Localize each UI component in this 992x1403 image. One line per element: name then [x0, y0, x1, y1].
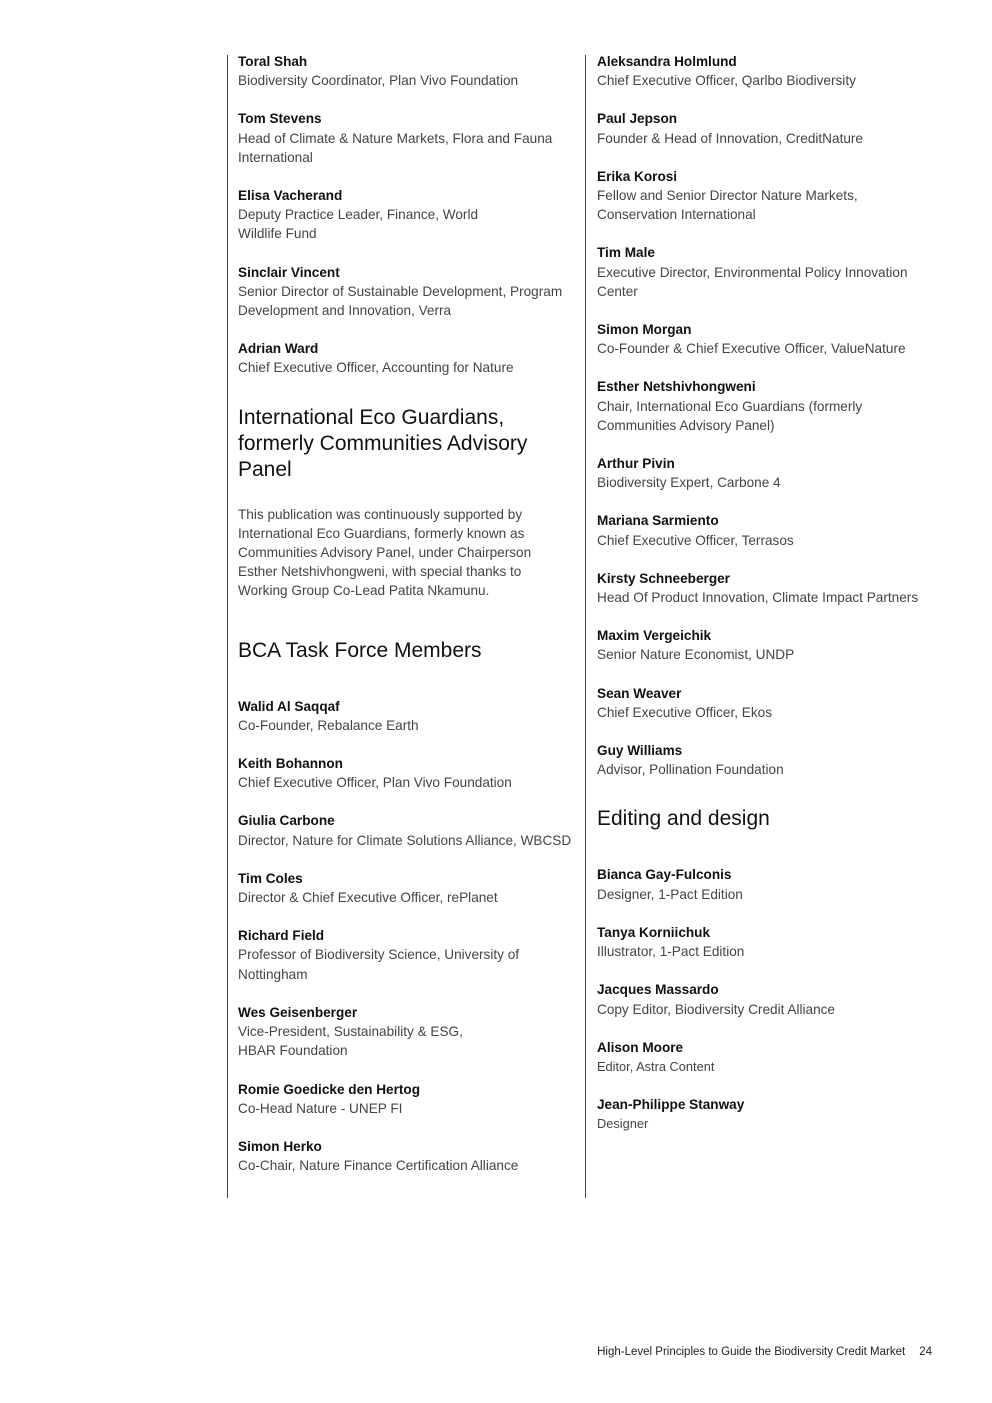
person-entry — [597, 167, 937, 225]
person-entry — [597, 865, 937, 903]
person-role: Founder & Head of Innovation, CreditNature — [597, 130, 863, 146]
person-name: Toral Shah — [238, 54, 308, 69]
person-name: Bianca Gay-Fulconis — [597, 867, 732, 883]
person-name: Sinclair Vincent — [238, 264, 340, 280]
person-role: Co-Chair, Nature Finance Certification Alliance — [238, 1158, 519, 1174]
person-role: Co-Founder, Rebalance Earth — [238, 717, 419, 733]
person-role: Illustrator, 1-Pact Edition — [597, 944, 745, 960]
person-role: Co-Founder & Chief Executive Officer, ValueNature — [597, 341, 906, 357]
person-entry — [238, 926, 578, 984]
person-name: Tom Stevens — [238, 111, 322, 127]
person-entry — [597, 569, 937, 607]
person-role: Head Of Product Innovation, Climate Impact Partners — [597, 590, 919, 606]
person-role: Director, Nature for Climate Solutions Alliance, WBCSD — [238, 832, 572, 848]
person-name: Sean Weaver — [597, 685, 682, 701]
person-role: Senior Nature Economist, UNDP — [597, 647, 795, 663]
person-role: Editor, Astra Content — [597, 1058, 715, 1074]
task-force-list — [238, 697, 578, 1176]
person-entry — [597, 923, 937, 961]
person-role: Chief Executive Officer, Qarlbo Biodiversity — [597, 73, 856, 89]
page-number: 24 — [919, 1346, 932, 1358]
person-role: Chair, International Eco Guardians (formerly Communities Advisory Panel) — [597, 398, 863, 433]
person-role: Head of Climate & Nature Markets, Flora and Fauna International — [238, 130, 553, 165]
left-column — [238, 52, 578, 1194]
person-entry — [238, 1003, 578, 1061]
person-name: Tim Male — [597, 245, 655, 261]
person-name: Wes Geisenberger — [238, 1004, 358, 1020]
person-role: Designer, 1-Pact Edition — [597, 886, 743, 902]
person-name: Simon Herko — [238, 1138, 322, 1154]
person-role: Vice-President, Sustainability & ESG, HBAR Foundation — [238, 1024, 463, 1059]
person-entry — [597, 511, 937, 549]
person-entry — [238, 754, 578, 792]
person-name: Tim Coles — [238, 870, 303, 886]
person-role: Designer — [597, 1116, 649, 1132]
person-entry — [238, 1080, 578, 1118]
person-role: Copy Editor, Biodiversity Credit Alliance — [597, 1001, 835, 1017]
person-name: Mariana Sarmiento — [597, 513, 719, 529]
right-column-rule — [585, 55, 586, 1198]
person-role: Advisor, Pollination Foundation — [597, 762, 784, 778]
person-role: Chief Executive Officer, Accounting for Nature — [238, 360, 514, 376]
person-entry — [238, 1137, 578, 1175]
person-entry — [238, 811, 578, 849]
person-entry — [597, 320, 937, 358]
person-name: Guy Williams — [597, 743, 683, 759]
person-entry — [597, 52, 937, 90]
eco-guardians-paragraph: This publication was continuously supported by International Eco Guardians, formerly known as Communities Advisory Panel, under Chairperson Esther Netshivhongweni, with special thanks to Working Group Co-Lead Patita Nkamunu. — [238, 506, 532, 599]
person-name: Romie Goedicke den Hertog — [238, 1081, 421, 1097]
person-name: Jacques Massardo — [597, 982, 719, 998]
person-name: Adrian Ward — [238, 341, 319, 357]
person-entry — [238, 263, 578, 321]
person-name: Esther Netshivhongweni — [597, 379, 756, 395]
footer-title: High-Level Principles to Guide the Biodiversity Credit Market — [597, 1346, 906, 1358]
person-entry — [597, 1095, 937, 1133]
person-name: Alison Moore — [597, 1039, 684, 1055]
person-name: Simon Morgan — [597, 322, 692, 338]
person-name: Richard Field — [238, 928, 325, 944]
person-name: Aleksandra Holmlund — [597, 54, 737, 69]
person-name: Keith Bohannon — [238, 756, 343, 772]
person-role: Director & Chief Executive Officer, rePlanet — [238, 890, 498, 906]
person-role: Chief Executive Officer, Terrasos — [597, 532, 794, 548]
person-name: Walid Al Saqqaf — [238, 698, 340, 714]
person-entry — [597, 1038, 937, 1076]
editing-design-heading: Editing and design — [597, 807, 770, 831]
person-entry — [597, 243, 937, 301]
person-role: Biodiversity Expert, Carbone 4 — [597, 475, 781, 491]
person-name: Maxim Vergeichik — [597, 628, 712, 644]
person-role: Chief Executive Officer, Plan Vivo Foundation — [238, 775, 512, 791]
person-role: Senior Director of Sustainable Development, Program Development and Innovation, Verra — [238, 283, 563, 319]
person-role: Professor of Biodiversity Science, University of Nottingham — [238, 947, 520, 982]
person-role: Chief Executive Officer, Ekos — [597, 704, 773, 720]
person-entry — [238, 339, 578, 377]
person-name: Paul Jepson — [597, 111, 678, 127]
person-entry — [238, 109, 578, 167]
person-name: Arthur Pivin — [597, 456, 675, 472]
page-footer — [597, 1346, 932, 1358]
person-role: Co-Head Nature - UNEP FI — [238, 1100, 403, 1116]
person-name: Giulia Carbone — [238, 813, 335, 829]
person-entry — [238, 186, 578, 244]
person-entry — [238, 869, 578, 907]
person-role: Executive Director, Environmental Policy Innovation Center — [597, 264, 908, 299]
person-entry — [597, 684, 937, 722]
person-entry — [238, 697, 578, 735]
person-name: Erika Korosi — [597, 168, 678, 184]
person-name: Jean-Philippe Stanway — [597, 1097, 745, 1113]
bca-task-force-heading: BCA Task Force Members — [238, 638, 482, 662]
editing-design-list — [597, 865, 937, 1133]
left-column-rule — [227, 55, 228, 1198]
eco-guardians-heading: International Eco Guardians, formerly Communities Advisory Panel — [238, 405, 528, 481]
person-role: Fellow and Senior Director Nature Markets, Conservation International — [597, 188, 858, 223]
person-entry — [597, 626, 937, 664]
person-role: Biodiversity Coordinator, Plan Vivo Foundation — [238, 73, 519, 89]
person-name: Elisa Vacherand — [238, 188, 343, 204]
right-column — [597, 52, 937, 1153]
task-force-list-continued — [597, 52, 937, 779]
person-name: Tanya Korniichuk — [597, 924, 711, 940]
person-entry — [597, 980, 937, 1018]
person-entry — [597, 741, 937, 779]
person-entry — [238, 52, 578, 90]
person-role: Deputy Practice Leader, Finance, World Wildlife Fund — [238, 207, 479, 242]
person-name: Kirsty Schneeberger — [597, 570, 730, 586]
acknowledgement-list — [238, 52, 578, 378]
person-entry — [597, 377, 937, 435]
person-entry — [597, 109, 937, 147]
person-entry — [597, 454, 937, 492]
